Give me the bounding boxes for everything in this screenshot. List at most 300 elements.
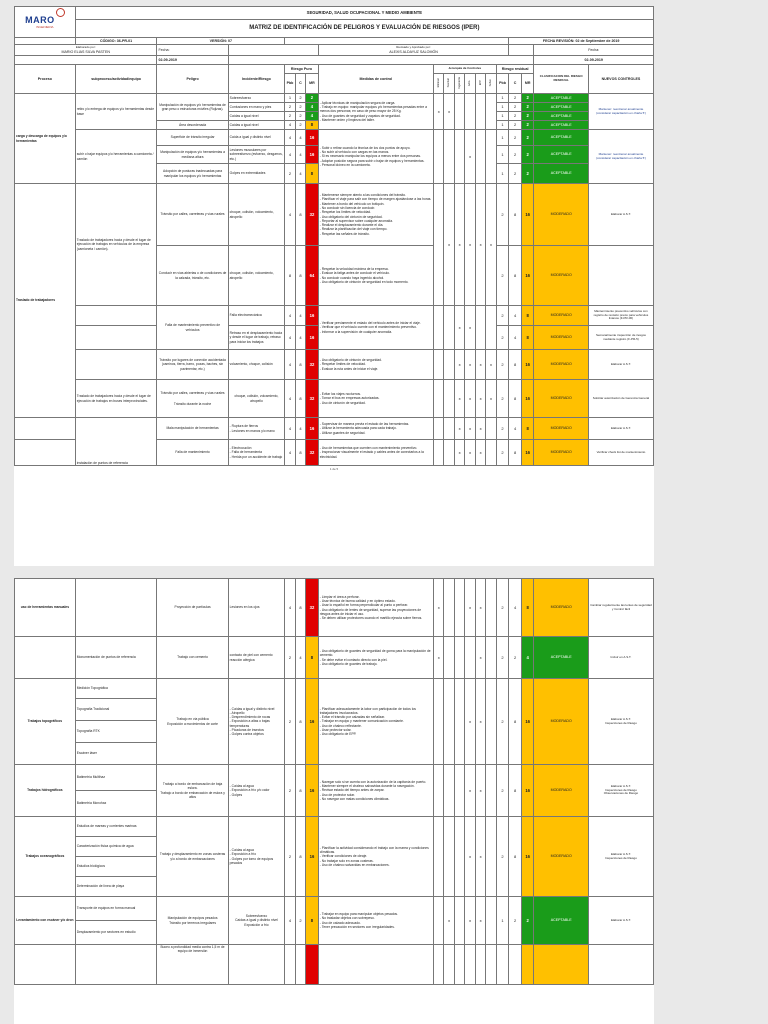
empty-cell [486,579,496,637]
table-cell: 64 [306,246,319,306]
empty-cell [496,945,509,985]
empty-cell [454,817,464,897]
empty-cell [15,637,76,679]
table-cell: 16 [306,130,319,146]
clasificacion-badge: MODERADO [534,184,588,246]
empty-cell [486,945,496,985]
incidente-cell: Sobreesfuerzo [228,94,285,103]
table-cell: 1 [496,146,509,164]
col-incidente: Incidente/Riesgo [228,65,285,94]
table-cell: 8 [509,765,522,817]
table-cell: 1 [496,164,509,184]
incidente-cell: volcamiento, choque, colisión [228,350,285,380]
table-cell: 8 [521,306,534,326]
matrix-page-1 [14,6,654,566]
table-cell: x [433,579,443,637]
empty-cell [475,306,485,350]
table-cell: 2 [496,184,509,246]
clasificacion-badge: ACEPTABLE [534,121,588,130]
table-cell: 2 [521,146,534,164]
peligro-cell: Manipulación de equipos y/o herramientas a mediana altura [157,146,228,164]
company-logo: MARO INGENIERIA [15,7,76,38]
peligro-cell: Tránsito por lugares de conexión accidentada (caminos, tierra, barro, pozas, baches, sin pavimentar, etc.) [157,350,228,380]
table-cell: x [454,184,464,306]
empty-cell [433,765,443,817]
empty-cell [306,945,319,985]
empty-cell [75,945,157,985]
subproceso-cell: Medición Topográfica [75,679,157,699]
subproceso-cell: Desplazamiento por sectores en estudio [75,921,157,945]
elaborado-block: Elaborado por: MARIO ELIAS SILVA PASTEN [15,45,157,56]
version-label: VERSIÓN: 07 [157,38,285,45]
table-cell: 2 [496,817,509,897]
table-cell: 4 [285,130,295,146]
clasificacion-badge: MODERADO [534,380,588,418]
iper-continuation-table [14,578,654,985]
table-cell: 2 [496,350,509,380]
table-cell: x [433,637,443,679]
incidente-cell: Sobreesfuerzo Caídas a igual y distinto nivel Exposición a frío [228,897,285,945]
empty-cell [444,350,454,380]
empty-cell [285,945,295,985]
empty-cell [486,440,496,466]
empty-cell [521,945,534,985]
table-cell: 2 [496,637,509,679]
table-cell: 16 [521,679,534,765]
table-cell: 32 [306,350,319,380]
table-cell: x [465,817,475,897]
table-cell: 2 [285,765,295,817]
empty-cell [433,418,443,440]
iper-header-table [14,6,654,466]
empty-cell [285,38,509,45]
table-cell: 8 [295,380,305,418]
clasificacion-badge: ACEPTABLE [534,146,588,164]
table-cell: 16 [306,326,319,350]
nuevos-controles-cell: Elaborar A.S.T. [588,418,653,440]
empty-cell [465,637,475,679]
table-cell: x [465,350,475,380]
empty-cell [486,130,496,184]
table-cell: 16 [306,146,319,164]
table-cell: 1 [496,112,509,121]
peligro-cell: Superficie de tránsito irregular [157,130,228,146]
empty-cell [454,897,464,945]
table-cell: 2 [521,164,534,184]
table-cell: 2 [285,164,295,184]
table-cell: 8 [295,817,305,897]
table-cell: 4 [285,121,295,130]
col-clasificacion: CLASIFICACION DEL RIESGO RESIDUAL [534,65,588,94]
incidente-cell: - Ruptura de fierros - Lesiones en manos y/o mano [228,418,285,440]
empty-cell [444,945,454,985]
table-cell: 4 [295,130,305,146]
nuevos-controles-cell: Verificar check list de mantenimiento [588,440,653,466]
col-j5: Señal. [486,74,496,94]
table-cell: 8 [306,637,319,679]
table-cell: 1 [496,94,509,103]
clasificacion-badge: MODERADO [534,326,588,350]
col-pbb: Pbb [285,74,295,94]
table-cell: 32 [306,440,319,466]
incidente-cell: Caída a igual y distinto nivel [228,130,285,146]
empty-cell [444,579,454,637]
table-cell: x [475,380,485,418]
empty-cell [15,440,76,466]
peligro-cell: Tránsito por calles, carreteras y vías rurales Tránsito durante la noche [157,380,228,418]
table-cell: 2 [509,637,522,679]
empty-cell [433,817,443,897]
table-cell: 2 [496,246,509,306]
table-cell: 2 [295,94,305,103]
incidente-cell: contacto de piel con cemento reacción alérgica [228,637,285,679]
table-cell: 2 [521,121,534,130]
table-cell: 8 [521,579,534,637]
table-cell: x [444,184,454,306]
table-cell: x [465,679,475,765]
table-cell: 16 [521,765,534,817]
nuevos-controles-cell: Solicitar autorización de Gerencia General [588,380,653,418]
matrix-page-2 [14,578,654,1024]
clasificacion-badge: MODERADO [534,418,588,440]
table-cell: 4 [295,637,305,679]
empty-cell [15,945,76,985]
proceso-cell: carga y descarga de equipos y/o herramientas [15,94,76,184]
clasificacion-badge: ACEPTABLE [534,164,588,184]
nuevos-controles-cell: Elaborar A.S.T. [588,897,653,945]
clasificacion-badge: ACEPTABLE [534,130,588,146]
table-cell: x [454,418,464,440]
table-cell: 8 [509,380,522,418]
incidente-cell: - Caídas al agua - Exposición a frío - Golpes por tomo de equipos pesados [228,817,285,897]
nuevos-controles-cell: Elaborar A.S.T. Inspecciones de Riesgo [588,817,653,897]
clasificacion-badge: MODERADO [534,579,588,637]
table-cell: 4 [509,418,522,440]
medidas-cell: - Supervisar de manera previa el estado de las herramientas. - Utilizar la herramienta adecuada para cada trabajo. - Utilizar guantes de seguridad. [318,418,433,440]
table-cell: 8 [285,246,295,306]
table-cell: 16 [306,418,319,440]
empty-cell [433,380,443,418]
col-j3: Adm. [465,74,475,94]
fecha-label: Fecha: [157,45,228,56]
table-cell: x [475,350,485,380]
medidas-cell: - Respetar la velocidad máxima de la empresa. - Evaluar la fatiga antes de conducir el vehículo. - No conducir cuando haya ingerido alcohol. - Uso obligatorio de cinturón de seguridad en todo momento. [318,246,433,306]
clasificacion-badge: MODERADO [534,246,588,306]
col-proceso: Proceso [15,65,76,94]
empty-cell [475,130,485,184]
clasificacion-badge: ACEPTABLE [534,103,588,112]
table-cell: 2 [509,94,522,103]
empty-cell [588,945,653,985]
empty-cell [444,637,454,679]
table-cell: 2 [509,164,522,184]
empty-cell [465,945,475,985]
subproceso-cell: Batimetría Monohaz [75,791,157,817]
empty-cell [433,440,443,466]
table-cell: 2 [496,306,509,326]
table-cell: x [486,184,496,306]
subproceso-cell: Estudios biológicos [75,857,157,877]
empty-cell [444,130,454,184]
subproceso-cell: retiro y/o entrega de equipos y/o herramientas desde base [75,94,157,130]
table-cell: 32 [306,579,319,637]
table-cell: 4 [509,326,522,350]
empty-cell [486,94,496,130]
table-cell: 4 [295,164,305,184]
nuevos-controles-cell: Mantener: reentrenar anualmente (considerar capacitación en charla 5') [588,94,653,130]
fecha-label-2: Fecha: [534,45,654,56]
table-cell: 32 [306,184,319,246]
code-label: CÓDIGO: 36-PR-01 [75,38,157,45]
empty-cell [588,246,653,306]
table-cell: x [486,380,496,418]
empty-cell [475,945,485,985]
table-cell: x [454,440,464,466]
col-c-res: C [509,74,522,94]
peligro-cell: Tránsito por calles, carreteras y vías rurales [157,184,228,246]
table-cell: 2 [285,817,295,897]
medidas-cell: - Navegar solo si se cuenta con la autorización de la capitanía de puerto. - Mantener siempre el chaleco salvavidas durante la navegación. - Revisar estado del tiempo antes de zarpar. - Uso de protector solar. - No navegar con malas condiciones climáticas. [318,765,433,817]
empty-cell [454,94,464,130]
incidente-cell: Contusiones en mano y pies [228,103,285,112]
table-cell: 32 [306,380,319,418]
clasificacion-badge: ACEPTABLE [534,94,588,103]
col-j2: Ingeniería [454,74,464,94]
col-mr-res: MR [521,74,534,94]
empty-cell [486,765,496,817]
subproceso-cell: Determinación de línea de playa [75,877,157,897]
empty-cell [454,130,464,184]
empty-cell [228,56,534,65]
table-cell: x [475,817,485,897]
col-medidas: Medidas de control [318,65,433,94]
table-cell: x [454,306,464,350]
col-riesgo-residual: Riesgo residual [496,65,534,74]
nuevos-controles-cell: Elaborar A.S.T. [588,184,653,246]
table-cell: 2 [496,679,509,765]
table-cell: 2 [295,112,305,121]
table-cell: 2 [509,121,522,130]
table-cell: 4 [285,350,295,380]
empty-cell [534,945,588,985]
table-cell: 2 [285,637,295,679]
table-cell: 16 [521,380,534,418]
table-cell: 8 [295,765,305,817]
nuevos-controles-cell: Incluir en A.S.T. [588,637,653,679]
nuevos-controles-cell: Elaborar A.S.T. [588,350,653,380]
table-row [15,94,654,103]
proceso-cell: Trabajos oceanográficos [15,817,76,897]
empty-cell [295,945,305,985]
table-cell: 2 [521,112,534,121]
subproceso-cell: Escáner láser [75,743,157,765]
empty-cell [75,326,157,350]
clasificacion-badge: MODERADO [534,440,588,466]
medidas-cell: - Planificar la actividad considerando el trabajo con la marea y condiciones climáticas. - Verificar condiciones de oleaje. - No trabajar solo en zonas costeras. - Uso de chaleco salvavidas en embarcaciones. [318,817,433,897]
table-cell: 2 [496,440,509,466]
empty-cell [486,817,496,897]
table-cell: x [475,418,485,440]
table-cell: 2 [509,130,522,146]
table-cell: 2 [509,897,522,945]
nuevos-controles-cell: Mantenimiento preventivo vehículos con registro de revisión previo para vehículos livianos (F-PR-06) [588,306,653,326]
empty-cell [75,306,157,326]
table-cell: 8 [295,679,305,765]
subproceso-cell: Traslado de trabajadores hacia y desde el lugar de ejecución de trabajos en buses interprovinciales. [75,380,157,418]
table-cell: 4 [285,146,295,164]
empty-cell [486,306,496,350]
peligro-cell: Mala manipulación de herramientas [157,418,228,440]
table-cell: x [444,94,454,130]
incidente-cell: - Caídas al agua - Exposición a frío y/o calor - Golpes [228,765,285,817]
col-riesgo-puro: Riesgo Puro [285,65,319,74]
table-cell: x [465,765,475,817]
table-cell: 2 [509,146,522,164]
table-cell: 8 [295,246,305,306]
table-cell: 16 [306,306,319,326]
table-cell: x [475,897,485,945]
proceso-cell: Levantamiento con escáner y/o dron [15,897,76,945]
table-cell: 2 [509,103,522,112]
table-cell: x [444,897,454,945]
table-cell: 2 [496,418,509,440]
clasificacion-badge: MODERADO [534,679,588,765]
empty-cell [433,945,443,985]
table-cell: 8 [509,184,522,246]
peligro-cell: Área desordenada [157,121,228,130]
table-cell: 8 [509,679,522,765]
table-cell: 8 [509,246,522,306]
table-cell: 2 [285,103,295,112]
table-cell: x [475,184,485,306]
table-cell: x [475,440,485,466]
clasificacion-badge: ACEPTABLE [534,637,588,679]
clasificacion-badge: ACEPTABLE [534,112,588,121]
table-cell: 8 [509,440,522,466]
table-cell: 2 [285,679,295,765]
empty-cell [15,38,76,45]
table-cell: 8 [295,350,305,380]
table-cell: 2 [496,765,509,817]
medidas-cell: - Mantenerse siempre atento a las condiciones del tránsito. - Planificar el viaje para salir con tiempo de margen ajustándose a las horas. - Mantener a bordo del vehículo un botiquín. - No conducir sin licencia de conducir. - Respetar los límites de velocidad. - Uso obligatorio del cinturón de seguridad. - Reportar al supervisor sobre cualquier anomalía. - Realizar el desplazamiento durante el día. - Realizar la planificación del viaje con tiempo. - Respetar las señales de tránsito. [318,184,433,246]
fecha-value-2: 02-09-2019 [534,56,654,65]
nuevos-controles-cell: Elaborar A.S.T. Inspecciones de Riesgo Observaciones de Riesgo [588,765,653,817]
table-cell: 2 [306,94,319,103]
table-cell: 4 [306,112,319,121]
empty-cell [228,45,318,56]
empty-cell [75,579,157,637]
table-cell: 2 [521,897,534,945]
peligro-cell: Trabajo y desplazamiento en zonas costeras y/o a bordo de embarcaciones [157,817,228,897]
table-cell: 2 [496,326,509,350]
peligro-cell: Trabajo en vía pública Exposición a movimientos de corte [157,679,228,765]
table-cell: 2 [521,130,534,146]
empty-cell [444,817,454,897]
col-j1: Sustituir [444,74,454,94]
table-cell: 4 [285,306,295,326]
table-cell: 2 [521,103,534,112]
table-cell: 8 [509,817,522,897]
empty-cell [454,579,464,637]
document-title: MATRIZ DE IDENTIFICACIÓN DE PELIGROS Y EVALUACIÓN DE RIESGOS (IPER) [75,20,653,38]
incidente-cell: Retraso en el desplazamiento hacia y desde el lugar de trabajo, retraso para iniciar los trabajos [228,326,285,350]
table-cell: 8 [521,418,534,440]
table-cell: x [486,350,496,380]
org-title: SEGURIDAD, SALUD OCUPACIONAL Y MEDIO AMBIENTE [75,7,653,20]
proceso-cell: Traslado de trabajadores [15,184,76,418]
empty-cell [433,130,443,184]
empty-cell [444,765,454,817]
table-cell: 1 [285,94,295,103]
table-cell: x [465,897,475,945]
table-cell: x [465,184,475,306]
empty-cell [444,380,454,418]
nuevos-controles-cell: Cambiar regularmente las lentes de seguridad y Control fácil [588,579,653,637]
nuevos-controles-cell: Semanalmente inspección de riesgos mediante registro (F-PR-5) [588,326,653,350]
peligro-cell: Manipulación de equipos pesados Tránsito por terrenos irregulares [157,897,228,945]
peligro-cell: Proyección de partículas [157,579,228,637]
subproceso-cell: Batimetría Multihaz [75,765,157,791]
col-subproceso: subproceso/actividad/equipo [75,65,157,94]
peligro-cell: Adopción de posturas inadecuadas para manipular los equipos y/o herramientas [157,164,228,184]
subproceso-cell: Caracterización física química de agua [75,837,157,857]
empty-cell [509,945,522,985]
table-cell: 1 [496,897,509,945]
medidas-cell: - Subir o retirar cuando la técnica de los dos puntos de apoyo. - No subir al vehículo con cargas en las manos. - Si es necesario manipular los equipos a menos entre dos personas. - Adoptar posición segura para subir o bajar de equipos y herramientas. - Personal idóneo en la camioneta. [318,130,433,184]
table-cell: x [475,765,485,817]
empty-cell [486,637,496,679]
table-cell: 4 [295,146,305,164]
empty-cell [228,945,285,985]
nuevos-controles-cell: Elaborar A.S.T. Inspecciones de Riesgo [588,679,653,765]
medidas-cell: - Uso obligatorio de guantes de seguridad de goma para la manipulación de cemento. - Se debe evitar el contacto directo con la piel. - Uso obligatorio de guantes de trabajo. [318,637,433,679]
incidente-cell: Lesiones en los ojos [228,579,285,637]
table-cell: 16 [521,350,534,380]
incidente-cell: Caídas a igual nivel [228,121,285,130]
incidente-cell: choque, colisión, volcamiento, atropello [228,184,285,246]
empty-cell [454,945,464,985]
table-cell: 4 [295,418,305,440]
col-jerarquia: Jerarquía de Controles [433,65,496,74]
table-cell: 8 [306,164,319,184]
empty-cell [318,945,433,985]
proceso-cell: Trabajos hidrográficos [15,765,76,817]
nuevos-controles-cell: Mantener: reentrenar anualmente (considerar capacitación en charla 5') [588,130,653,184]
table-cell: 4 [521,637,534,679]
peligro-cell: Trabajo con cemento [157,637,228,679]
incidente-cell: Golpes en extremidades [228,164,285,184]
empty-cell [15,56,157,65]
medidas-cell: - Verificar previamente el estado del vehículo antes de iniciar el viaje. - Verificar que el vehículo cuente con el mantenimiento preventivo. - Informar a la supervisión de cualquier anomalía. [318,306,433,350]
subproceso-cell: instalación de puntos de referencia [75,418,157,466]
table-cell: 2 [295,121,305,130]
table-cell: x [465,130,475,184]
table-cell: 8 [521,326,534,350]
peligro-cell: Trabajo a bordo de embarcación de baja eslora. Trabajo a bordo de embarcación de eslora y altos [157,765,228,817]
medidas-cell: - Uso de herramientas que cuenten con mantenimiento preventivo. - Inspeccionar visualmente el estado y cables antes de conectarlos a la electricidad. [318,440,433,466]
table-cell: 4 [285,380,295,418]
table-cell: x [454,380,464,418]
table-cell: x [465,418,475,440]
empty-cell [465,94,475,130]
subproceso-cell: Transporte de equipos en forma manual [75,897,157,921]
table-cell: 8 [306,897,319,945]
col-nuevos-controles: NUEVOS CONTROLES [588,65,653,94]
table-cell: 8 [295,579,305,637]
medidas-cell: - Limpiar el área a perforar. - Usar técnica de buena calidad y en óptimo estado. - Usar lo español en forma perpendicular al punto a perforar. - Uso obligatorio de lentes de seguridad, superar las proyecciones de riesgos antes de iniciar el uso. - Se deben utilizar protectores cuando el martillo ejecuta sobre fierros. [318,579,433,637]
table-cell: 2 [496,380,509,418]
medidas-cell: - Planificar adecuadamente la labor con participación de todos los trabajadores involucrados. - Evitar el tránsito por calzadas sin señalizar. - Trabajar en equipo y mantener comunicación constante. - Uso de chaleco reflectante. - Usar protector solar. - Uso obligatorio de EPP. [318,679,433,765]
